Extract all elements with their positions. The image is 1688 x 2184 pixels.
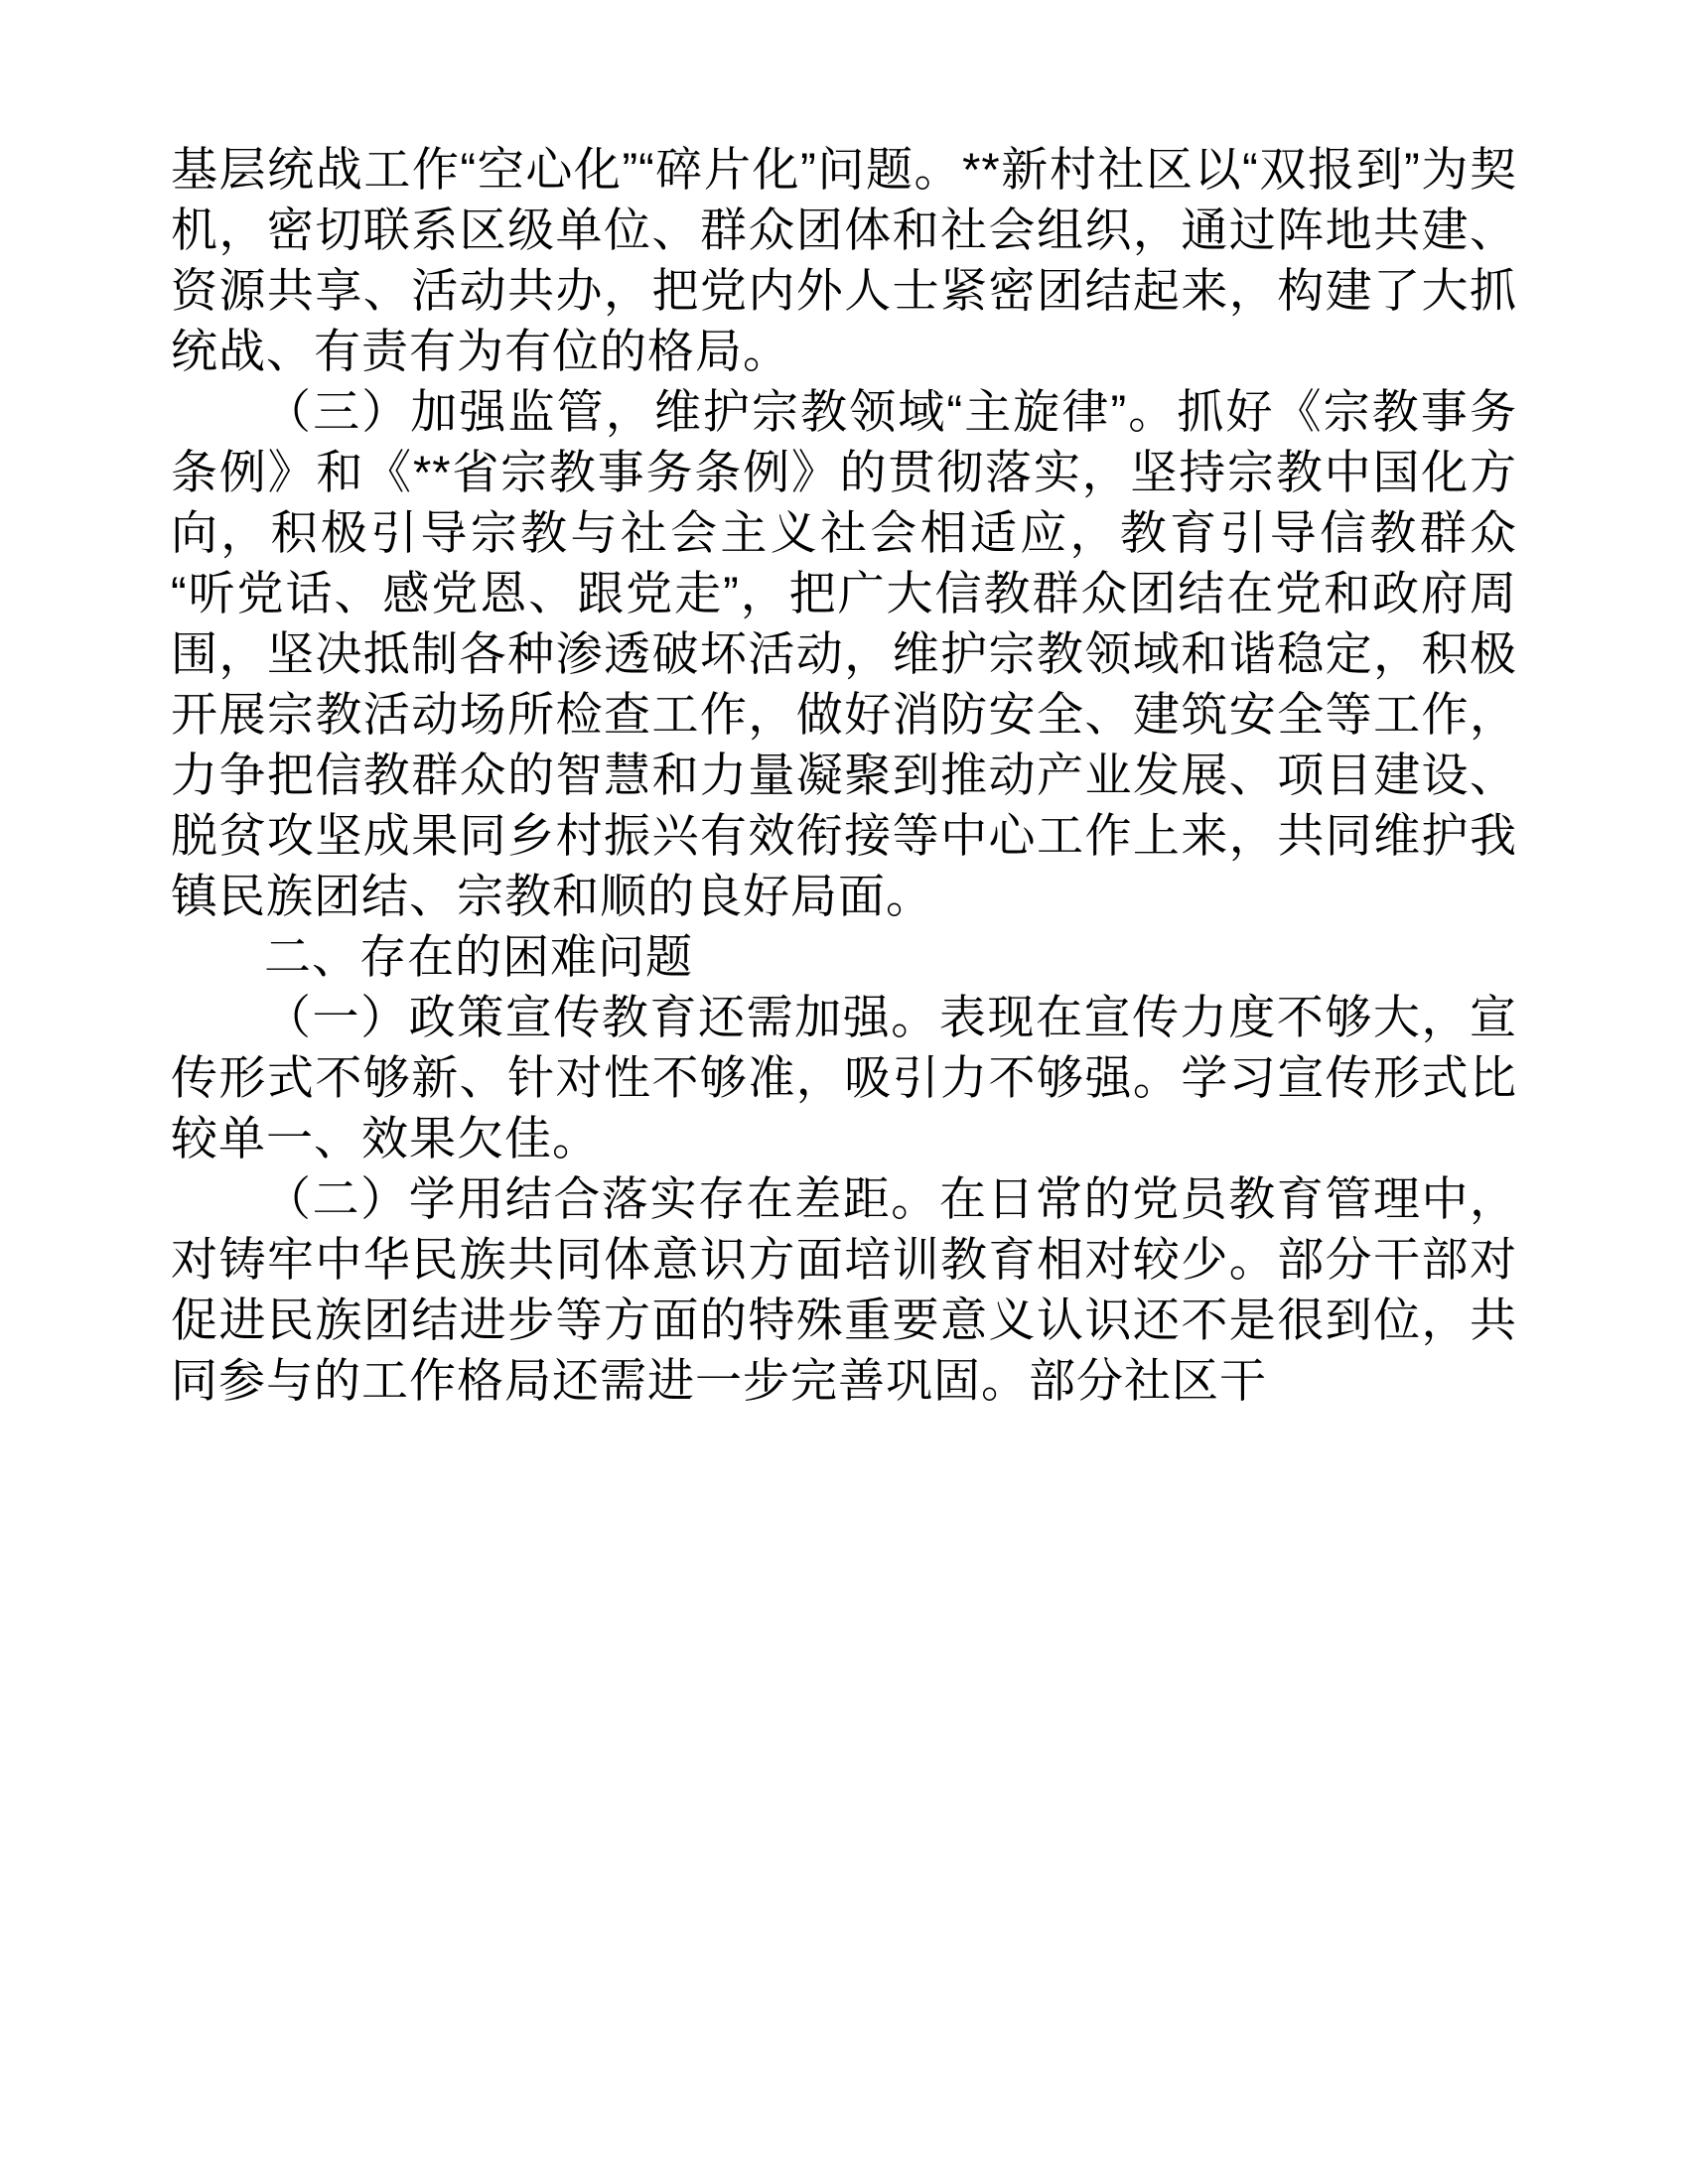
section-heading-2: 二、存在的困难问题	[264, 930, 693, 983]
document-body	[171, 139, 1517, 1411]
paragraph-section-2-1: （一）政策宣传教育还需加强。表现在宣传力度不够大，宣传形式不够新、针对性不够准，吸引力不够强。学习宣传形式比较单一、效果欠佳。	[171, 991, 1517, 1164]
paragraph-section-2-2: （二）学用结合落实存在差距。在日常的党员教育管理中，对铸牢中华民族共同体意识方面培训教育相对较少。部分干部对促进民族团结进步等方面的特殊重要意义认识还不是很到位，共同参与的工作格局还需进一步完善巩固。部分社区干	[171, 1172, 1517, 1407]
paragraph-continuation: 基层统战工作“空心化”“碎片化”问题。**新村社区以“双报到”为契机，密切联系区级单位、群众团体和社会组织，通过阵地共建、资源共享、活动共办，把党内外人士紧密团结起来，构建了大抓统战、有责有为有位的格局。	[171, 143, 1517, 377]
paragraph-section-1-3: （三）加强监管，维护宗教领域“主旋律”。抓好《宗教事务条例》和《**省宗教事务条例》的贯彻落实，坚持宗教中国化方向，积极引导宗教与社会主义社会相适应，教育引导信教群众“听党话、感党恩、跟党走”，把广大信教群众团结在党和政府周围，坚决抵制各种渗透破坏活动，维护宗教领域和谐稳定，积极开展宗教活动场所检查工作，做好消防安全、建筑安全等工作，力争把信教群众的智慧和力量凝聚到推动产业发展、项目建设、脱贫攻坚成果同乡村振兴有效衔接等中心工作上来，共同维护我镇民族团结、宗教和顺的良好局面。	[171, 385, 1517, 922]
